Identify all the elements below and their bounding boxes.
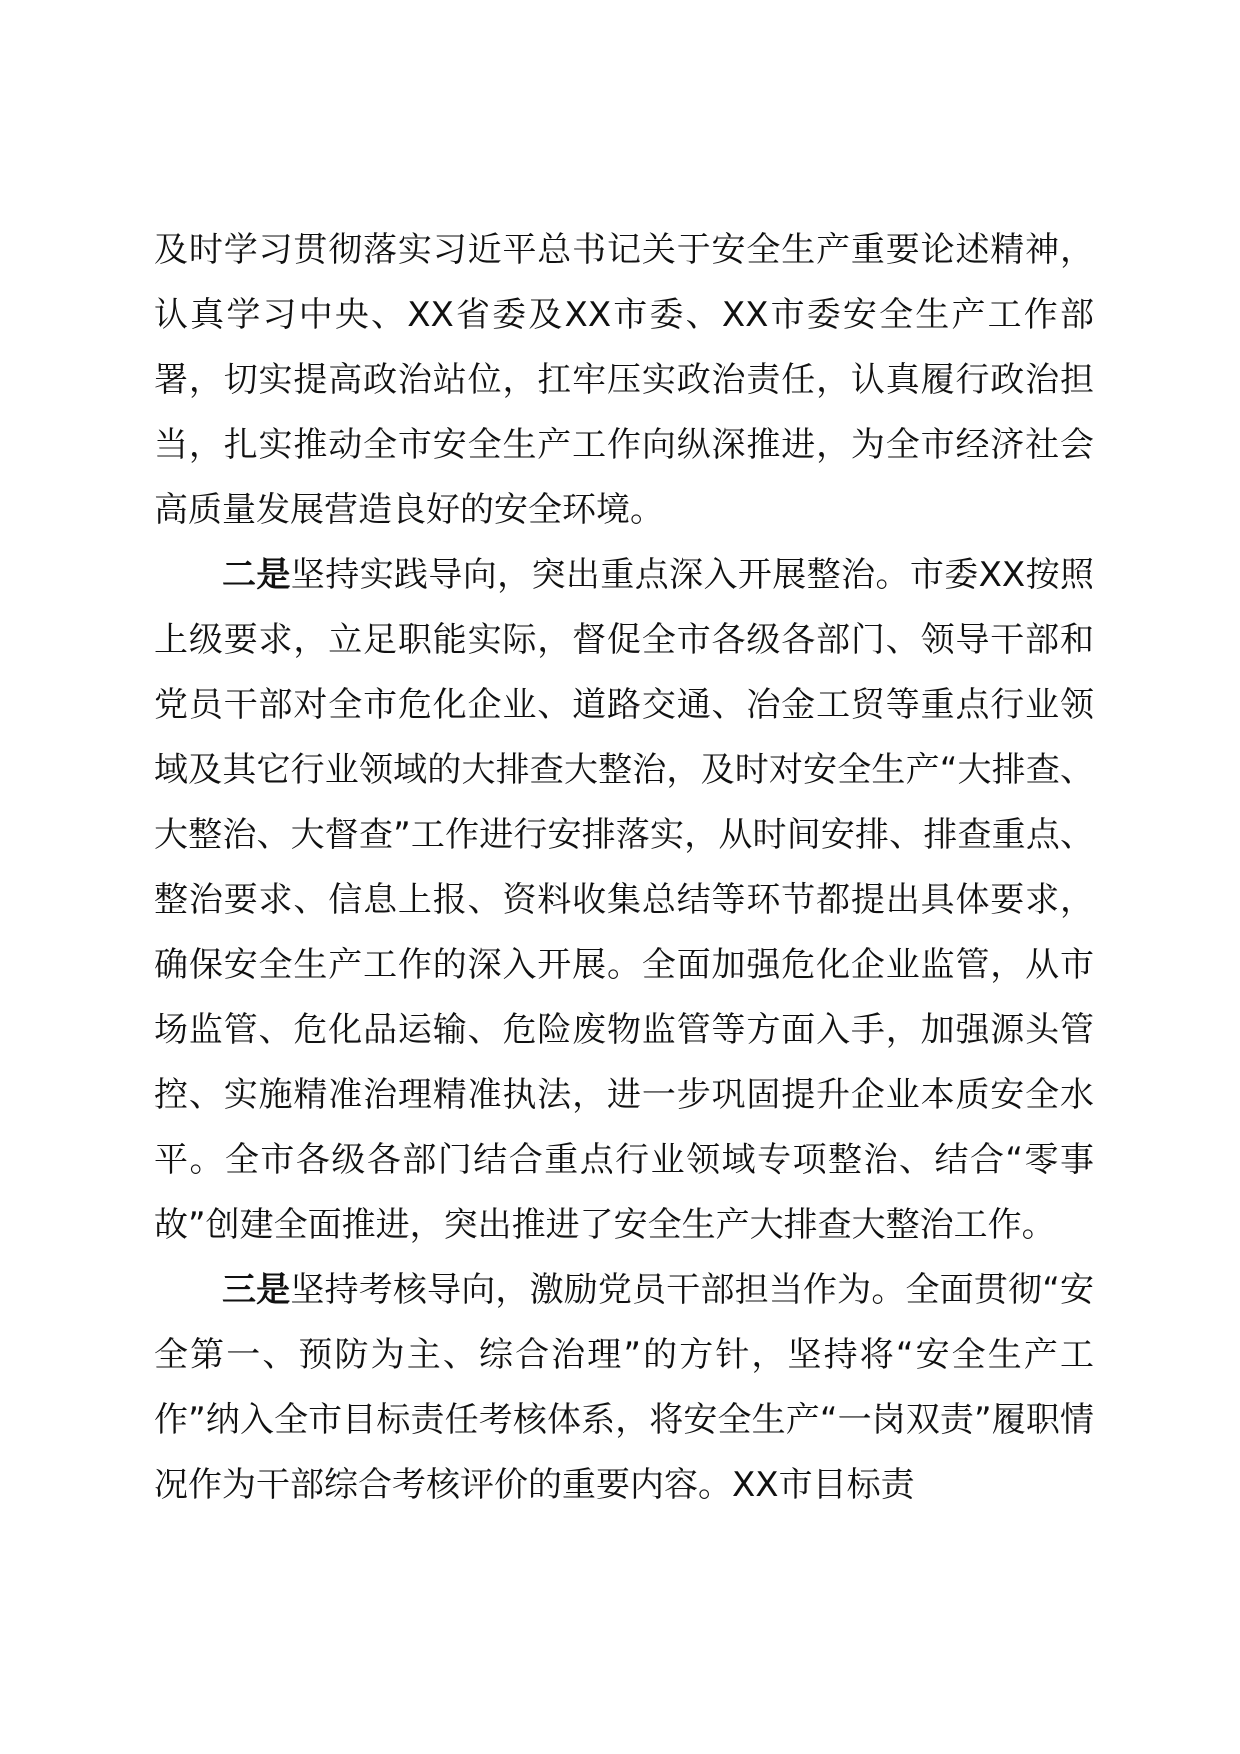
- paragraph-lead: 二是: [222, 555, 291, 595]
- paragraph-continuation: [154, 218, 1094, 543]
- paragraph-text: 坚持实践导向，突出重点深入开展整治。市委XX按照上级要求，立足职能实际，督促全市各级各部门、领导干部和党员干部对全市危化企业、道路交通、冶金工贸等重点行业领域及其它行业领域的大排查大整治，及时对安全生产“大排查、大整治、大督查”工作进行安排落实，从时间安排、排查重点、整治要求、信息上报、资料收集总结等环节都提出具体要求，确保安全生产工作的深入开展。全面加强危化企业监管，从市场监管、危化品运输、危险废物监管等方面入手，加强源头管控、实施精准治理精准执法，进一步巩固提升企业本质安全水平。全市各级各部门结合重点行业领域专项整治、结合“零事故”创建全面推进，突出推进了安全生产大排查大整治工作。: [154, 555, 1095, 1245]
- body-text: [154, 218, 1094, 1518]
- paragraph-point-three: [154, 1258, 1094, 1518]
- paragraph-text: 坚持考核导向，激励党员干部担当作为。全面贯彻“安全第一、预防为主、综合治理”的方针，坚持将“安全生产工作”纳入全市目标责任考核体系，将安全生产“一岗双责”履职情况作为干部综合考核评价的重要内容。XX市目标责: [154, 1270, 1094, 1505]
- paragraph-lead: 三是: [222, 1270, 291, 1310]
- paragraph-point-two: [154, 543, 1094, 1258]
- paragraph-text: 及时学习贯彻落实习近平总书记关于安全生产重要论述精神，认真学习中央、XX省委及XX市委、XX市委安全生产工作部署，切实提高政治站位，扛牢压实政治责任，认真履行政治担当，扎实推动全市安全生产工作向纵深推进，为全市经济社会高质量发展营造良好的安全环境。: [154, 230, 1094, 530]
